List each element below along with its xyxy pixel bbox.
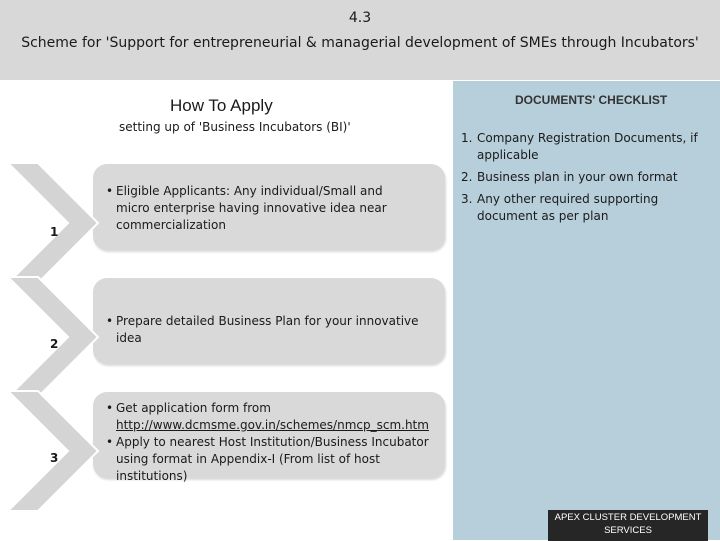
checklist-item-number: 1.	[461, 131, 473, 145]
section-number: 4.3	[348, 10, 372, 26]
bullet-icon: •	[106, 435, 114, 449]
checklist-item-number: 3.	[461, 192, 473, 206]
bullet-icon: •	[106, 314, 114, 328]
bullet-text: Eligible Applicants: Any individual/Small and micro enterprise having innovative idea near commercialization	[116, 184, 387, 232]
footer-line-1: APEX CLUSTER DEVELOPMENT	[554, 512, 702, 523]
checklist-title: DOCUMENTS' CHECKLIST	[515, 93, 668, 107]
footer-badge	[548, 510, 708, 541]
step-3-number: 3	[50, 451, 59, 465]
checklist-item-number: 2.	[461, 170, 473, 184]
checklist-list	[461, 130, 711, 230]
step-1-text	[106, 183, 406, 234]
application-form-link[interactable]: http://www.dcmsme.gov.in/schemes/nmcp_scm.htm	[116, 418, 429, 432]
checklist-item-text: Company Registration Documents, if applicable	[477, 131, 698, 162]
checklist-item	[461, 169, 711, 186]
checklist-item-text: Business plan in your own format	[477, 170, 678, 184]
slide-title: Scheme for 'Support for entrepreneurial & managerial development of SMEs through Incubators'	[21, 35, 699, 51]
checklist-item-text: Any other required supporting document as per plan	[477, 192, 659, 223]
bullet-text: Apply to nearest Host Institution/Business Incubator using format in Appendix-I (From list of host institutions)	[116, 435, 429, 483]
step-3-text	[106, 400, 441, 485]
how-to-apply-heading: How To Apply	[170, 96, 273, 115]
bullet-text: Prepare detailed Business Plan for your innovative idea	[116, 314, 419, 345]
bullet-text: Get application form from	[116, 401, 271, 415]
footer-line-2: SERVICES	[604, 525, 652, 536]
checklist-item	[461, 191, 711, 225]
how-to-apply-subtitle: setting up of 'Business Incubators (BI)'	[119, 120, 351, 134]
step-1-chevron	[8, 163, 98, 283]
bullet-item	[106, 400, 441, 434]
bullet-icon: •	[106, 401, 114, 415]
step-2-number: 2	[50, 337, 59, 351]
step-2-text	[106, 313, 441, 347]
bullet-item	[106, 313, 441, 347]
step-1-number: 1	[50, 225, 59, 239]
bullet-icon: •	[106, 184, 114, 198]
bullet-item	[106, 434, 441, 485]
bullet-item	[106, 183, 406, 234]
checklist-item	[461, 130, 711, 164]
